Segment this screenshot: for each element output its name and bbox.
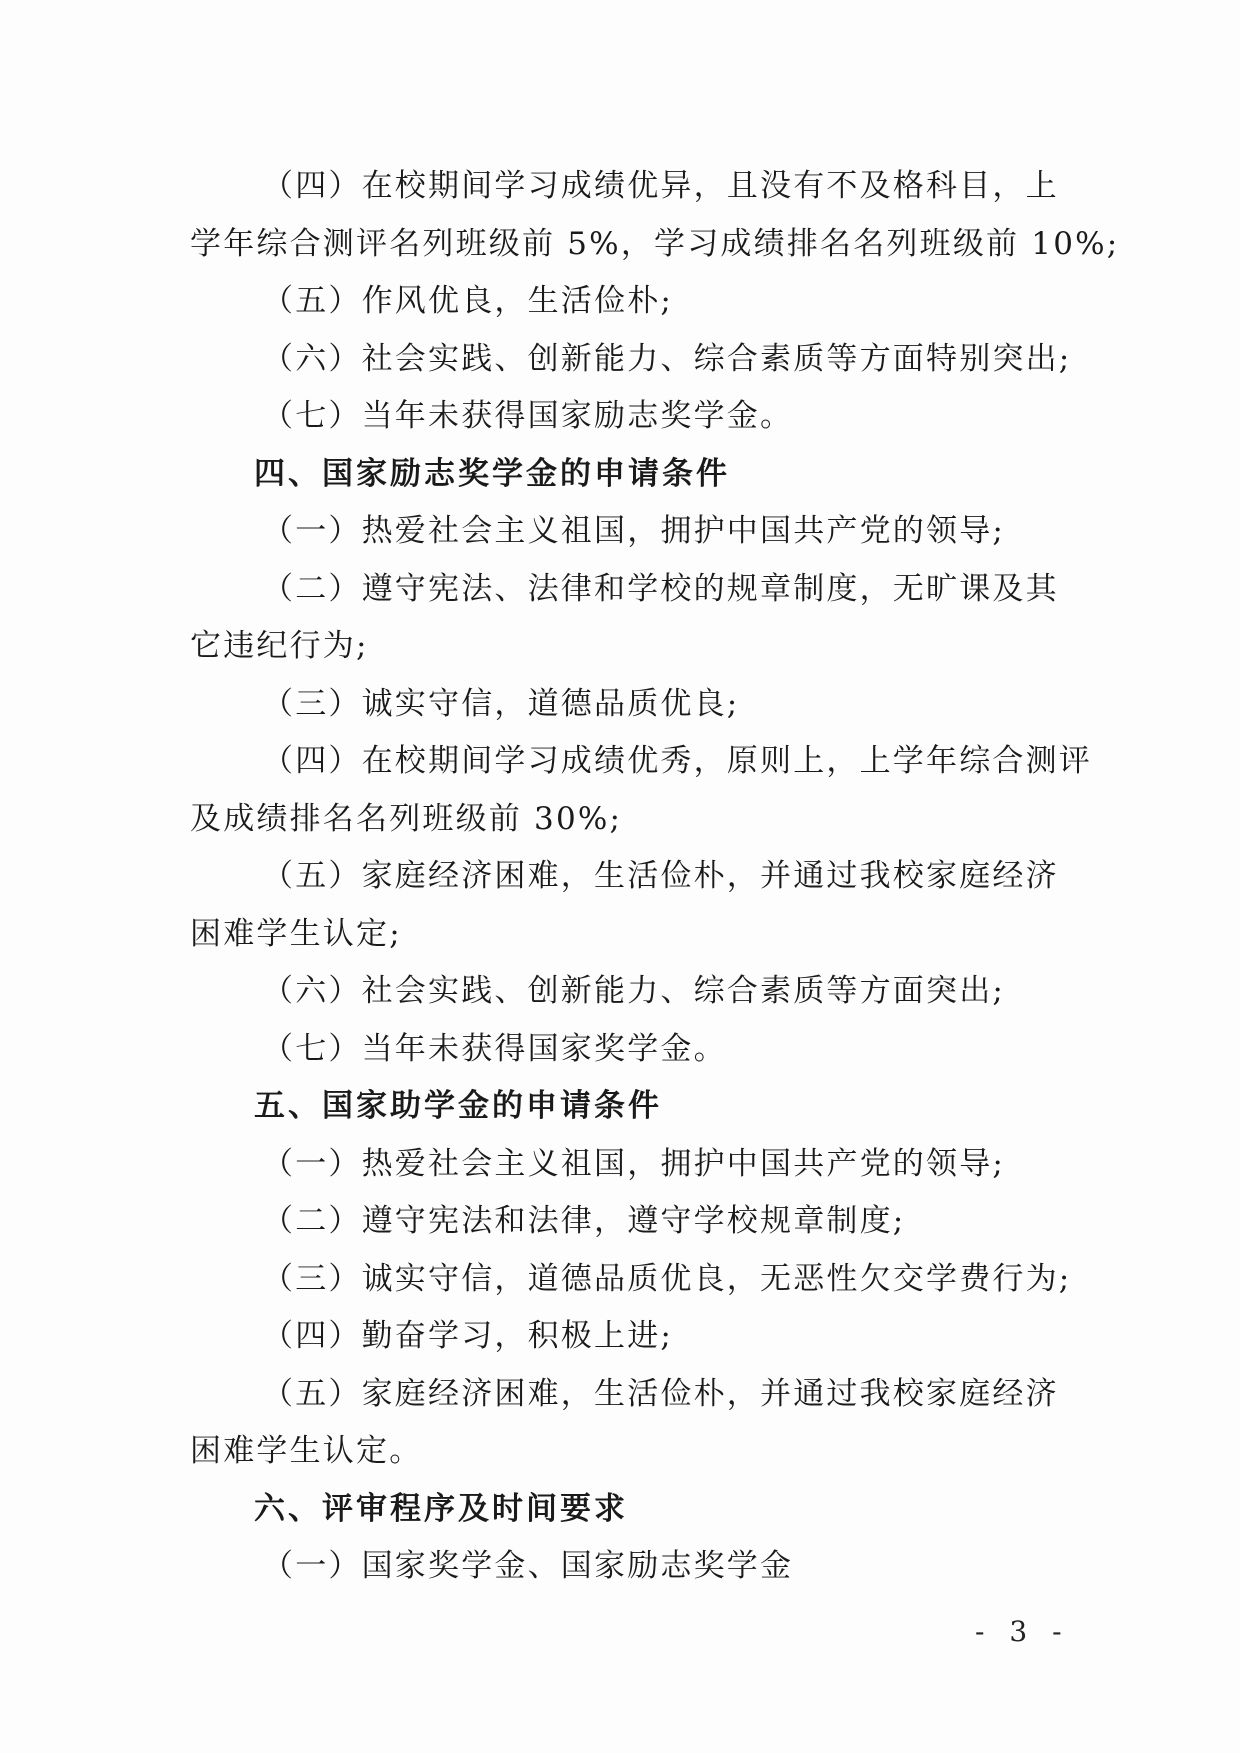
document-body [190,158,1120,1596]
text-line: （七）当年未获得国家奖学金。 [262,1030,727,1067]
text-line: （四）在校期间学习成绩优异，且没有不及格科目，上 [262,168,1059,204]
text-line: （一）热爱社会主义祖国，拥护中国共产党的领导; [262,513,1006,549]
text-line: （五）作风优良，生活俭朴; [262,283,674,319]
text-line: （六）社会实践、创新能力、综合素质等方面突出; [262,973,1006,1009]
text-line: （五）家庭经济困难，生活俭朴，并通过我校家庭经济 [262,1375,1059,1412]
text-line: （六）社会实践、创新能力、综合素质等方面特别突出; [262,340,1072,377]
text-line: （五）家庭经济困难，生活俭朴，并通过我校家庭经济 [262,858,1059,894]
text-line: （四）在校期间学习成绩优秀，原则上，上学年综合测评 [262,743,1092,779]
text-line: 困难学生认定; [190,915,402,952]
text-line: （一）热爱社会主义祖国，拥护中国共产党的领导; [262,1145,1006,1182]
text-line: （三）诚实守信，道德品质优良，无恶性欠交学费行为; [262,1260,1072,1297]
text-line: （二）遵守宪法和法律，遵守学校规章制度; [262,1203,906,1239]
text-line: （七）当年未获得国家励志奖学金。 [262,398,794,434]
section-heading: 五、国家助学金的申请条件 [254,1088,662,1124]
text-line: （三）诚实守信，道德品质优良; [262,685,740,722]
section-heading: 四、国家励志奖学金的申请条件 [254,455,730,492]
text-line: 学年综合测评名列班级前 5%，学习成绩排名名列班级前 10%; [190,225,1120,262]
section-heading: 六、评审程序及时间要求 [254,1490,628,1527]
text-line: 及成绩排名名列班级前 30%; [190,800,623,837]
text-line: （四）勤奋学习，积极上进; [262,1318,674,1354]
page-number: - 3 - [975,1615,1070,1648]
text-line: 困难学生认定。 [190,1433,423,1469]
text-line: 它违纪行为; [190,628,369,664]
text-line: （二）遵守宪法、法律和学校的规章制度，无旷课及其 [262,570,1059,607]
text-line: （一）国家奖学金、国家励志奖学金 [262,1548,794,1584]
